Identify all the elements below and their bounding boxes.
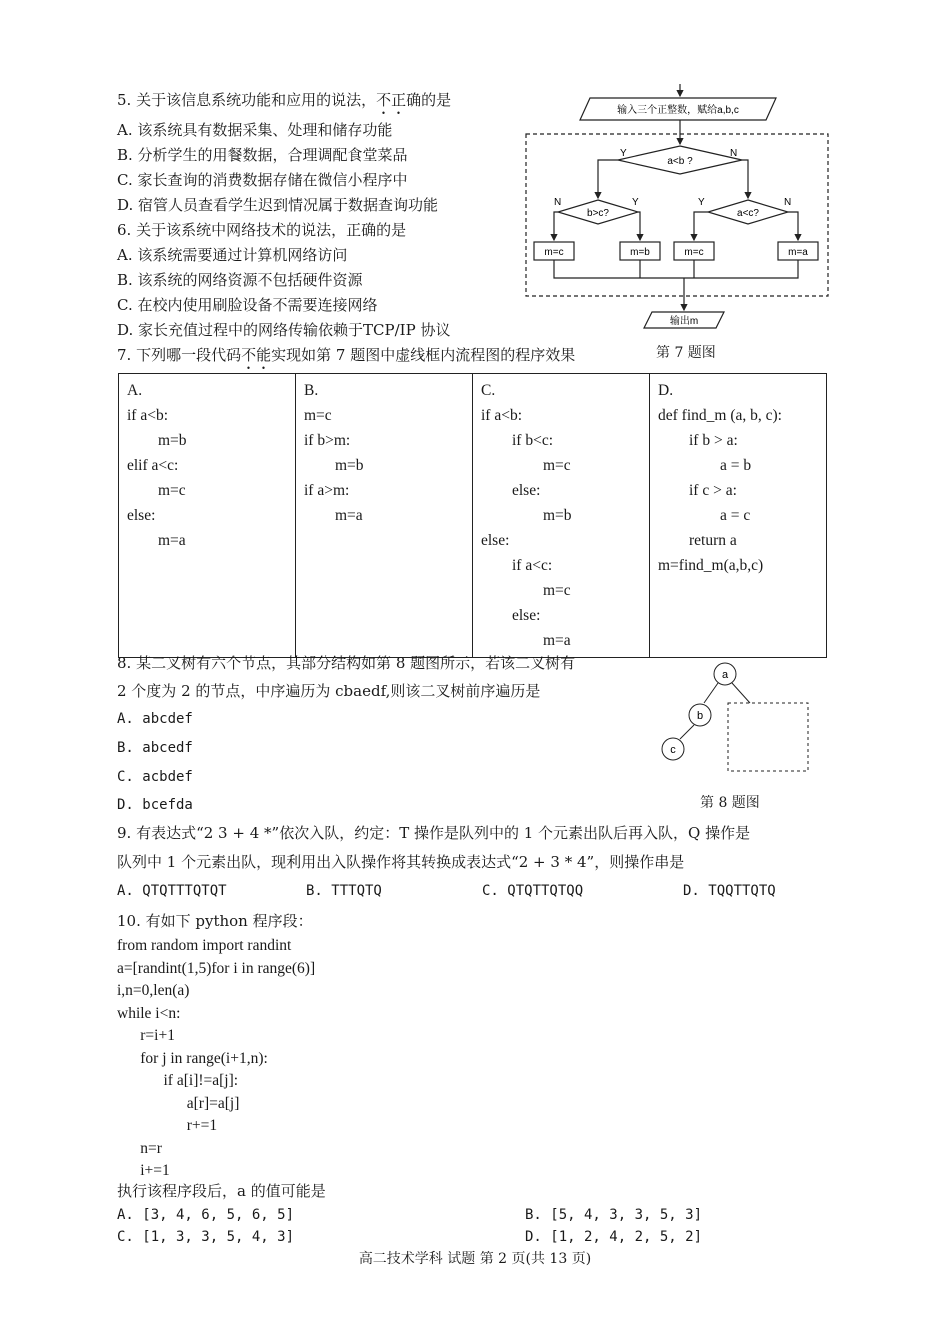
q7-code-line: return a	[658, 532, 737, 549]
q9-option-a: A. QTQTTTQTQT	[117, 883, 227, 899]
flow-output-text: 输出m	[669, 316, 699, 327]
q7-code-line: m=c	[481, 582, 571, 599]
q7-code-line: m=b	[127, 432, 187, 449]
cond3-y-label: Y	[698, 197, 705, 208]
cond2-n-label: N	[554, 197, 562, 208]
q7-code-line: m=a	[481, 632, 571, 649]
q7-code-line: else:	[481, 482, 541, 499]
q9-stem-line1: 9. 有表达式“2 3 + 4 *”依次入队，约定：T 操作是队列中的 1 个元素出队后再入队，Q 操作是	[117, 824, 751, 842]
flowchart-figure	[520, 80, 840, 340]
q5-stem: 5. 关于该信息系统功能和应用的说法，不正确的是	[117, 91, 452, 109]
q10-option-a: A. [3, 4, 6, 5, 6, 5]	[117, 1207, 295, 1223]
figure7-caption: 第 7 题图	[656, 345, 716, 361]
q10-code-block	[117, 935, 315, 1183]
q7-code-line: def find_m (a, b, c):	[658, 407, 782, 424]
unknown-subtree-box	[728, 703, 808, 771]
q10-code-line: i,n=0,len(a)	[117, 982, 190, 999]
q6-option-d: D. 家长充值过程中的网络传输依赖于TCP/IP 协议	[117, 321, 451, 339]
q5-option-d: D. 宿管人员查看学生迟到情况属于数据查询功能	[117, 196, 439, 214]
q10-option-d: D. [1, 2, 4, 2, 5, 2]	[525, 1229, 703, 1245]
page-footer: 高二技术学科 试题 第 2 页(共 13 页)	[358, 1251, 592, 1267]
q7-code-line: if b > a:	[658, 432, 738, 449]
q8-stem-line2: 2 个度为 2 的节点，中序遍历为 cbaedf,则该二叉树前序遍历是	[117, 682, 541, 700]
svg-text:m=c: m=c	[684, 247, 704, 258]
svg-text:c: c	[670, 744, 676, 756]
svg-text:b: b	[696, 710, 704, 722]
q8-option-a: A. abcdef	[117, 711, 193, 727]
q7-code-line: else:	[481, 532, 510, 549]
cond3-text: a<c?	[737, 208, 759, 219]
q10-code-line: for j in range(i+1,n):	[117, 1049, 268, 1067]
q7-code-line: A.	[127, 382, 143, 399]
svg-text:m=b: m=b	[630, 247, 650, 258]
q7-code-line: if c > a:	[658, 482, 737, 499]
q10-option-b: B. [5, 4, 3, 3, 5, 3]	[525, 1207, 703, 1223]
q8-option-c: C. acbdef	[117, 769, 193, 785]
q8-option-b: B. abcedf	[117, 740, 193, 756]
q10-code-line: from random import randint	[117, 937, 292, 954]
q7-code-line: D.	[658, 382, 674, 399]
q5-option-c: C. 家长查询的消费数据存储在微信小程序中	[117, 171, 408, 189]
q10-code-line: a[r]=a[j]	[117, 1094, 240, 1112]
q9-option-d: D. TQQTTQTQ	[683, 883, 776, 899]
q7-code-line: elif a<c:	[127, 457, 179, 474]
q7-code-line: m=c	[481, 457, 571, 474]
q7-code-line: m=find_m(a,b,c)	[658, 557, 764, 574]
q7-code-line: if a<c:	[481, 557, 553, 574]
flow-input-text: 输入三个正整数，赋给a,b,c	[617, 105, 739, 116]
q7-stem: 7. 下列哪一段代码不能实现如第 7 题图中虚线框内流程图的程序效果	[117, 346, 576, 364]
q6-stem: 6. 关于该系统中网络技术的说法，正确的是	[117, 221, 407, 239]
q7-code-line: if b>m:	[304, 432, 351, 449]
q7-code-line: C.	[481, 382, 496, 399]
q7-cell-c	[473, 374, 650, 658]
q7-cell-b	[296, 374, 473, 658]
svg-text:a: a	[721, 669, 729, 681]
q6-option-a: A. 该系统需要通过计算机网络访问	[117, 246, 348, 264]
cond1-n-label: N	[730, 148, 738, 159]
svg-text:m=a: m=a	[788, 247, 808, 258]
figure8-caption: 第 8 题图	[700, 795, 760, 811]
q7-code-line: if b<c:	[481, 432, 554, 449]
cond1-y-label: Y	[620, 148, 627, 159]
q10-code-line: while i<n:	[117, 1004, 181, 1022]
q5-option-a: A. 该系统具有数据采集、处理和储存功能	[117, 121, 393, 139]
q6-option-b: B. 该系统的网络资源不包括硬件资源	[117, 271, 363, 289]
q6-option-c: C. 在校内使用刷脸设备不需要连接网络	[117, 296, 378, 314]
q10-code-line: r+=1	[117, 1117, 218, 1134]
q8-stem-line1: 8. 某二叉树有六个节点，其部分结构如第 8 题图所示，若该二叉树有	[117, 654, 576, 672]
q10-code-line: a=[randint(1,5)for i in range(6)]	[117, 959, 316, 977]
q7-code-line: if a<b:	[127, 407, 169, 424]
q5-option-b: B. 分析学生的用餐数据，合理调配食堂菜品	[117, 146, 408, 164]
q10-option-c: C. [1, 3, 3, 5, 4, 3]	[117, 1229, 295, 1245]
q7-code-line: m=a	[304, 507, 363, 524]
q7-code-line: m=c	[304, 407, 332, 424]
q10-code-line: i+=1	[117, 1162, 170, 1179]
q7-code-line: m=b	[304, 457, 364, 474]
q7-cell-d	[650, 374, 827, 658]
cond3-n-label: N	[784, 197, 792, 208]
cond2-text: b>c?	[587, 208, 609, 219]
q9-stem-line2: 队列中 1 个元素出队，现利用出入队操作将其转换成表达式“2 + 3 * 4”，则操作串是	[117, 853, 685, 871]
svg-text:m=c: m=c	[544, 247, 564, 258]
q7-code-line: a = c	[658, 507, 751, 524]
q7-code-line: a = b	[658, 457, 752, 474]
q7-options-table	[118, 373, 827, 658]
q7-code-line: if a>m:	[304, 482, 350, 499]
cond1-text: a<b ?	[667, 156, 693, 167]
q10-code-line: if a[i]!=a[j]:	[117, 1072, 239, 1089]
q7-code-line: else:	[481, 607, 541, 624]
q7-code-line: if a<b:	[481, 407, 523, 424]
q7-code-line: m=b	[481, 507, 572, 524]
binary-tree-figure	[650, 655, 820, 780]
q9-option-c: C. QTQTTQTQQ	[482, 883, 584, 899]
q10-stem: 10. 有如下 python 程序段：	[117, 912, 313, 930]
q9-option-b: B. TTTQTQ	[306, 883, 382, 899]
q8-option-d: D. bcefda	[117, 797, 193, 813]
q7-cell-a	[119, 374, 296, 658]
q7-code-line: B.	[304, 382, 319, 399]
q7-code-line: else:	[127, 507, 156, 524]
q10-code-line: r=i+1	[117, 1027, 175, 1044]
q7-code-line: m=c	[127, 482, 186, 499]
cond2-y-label: Y	[632, 197, 639, 208]
q7-code-line: m=a	[127, 532, 186, 549]
q10-code-line: n=r	[117, 1139, 162, 1157]
q10-question: 执行该程序段后，a 的值可能是	[117, 1182, 326, 1200]
